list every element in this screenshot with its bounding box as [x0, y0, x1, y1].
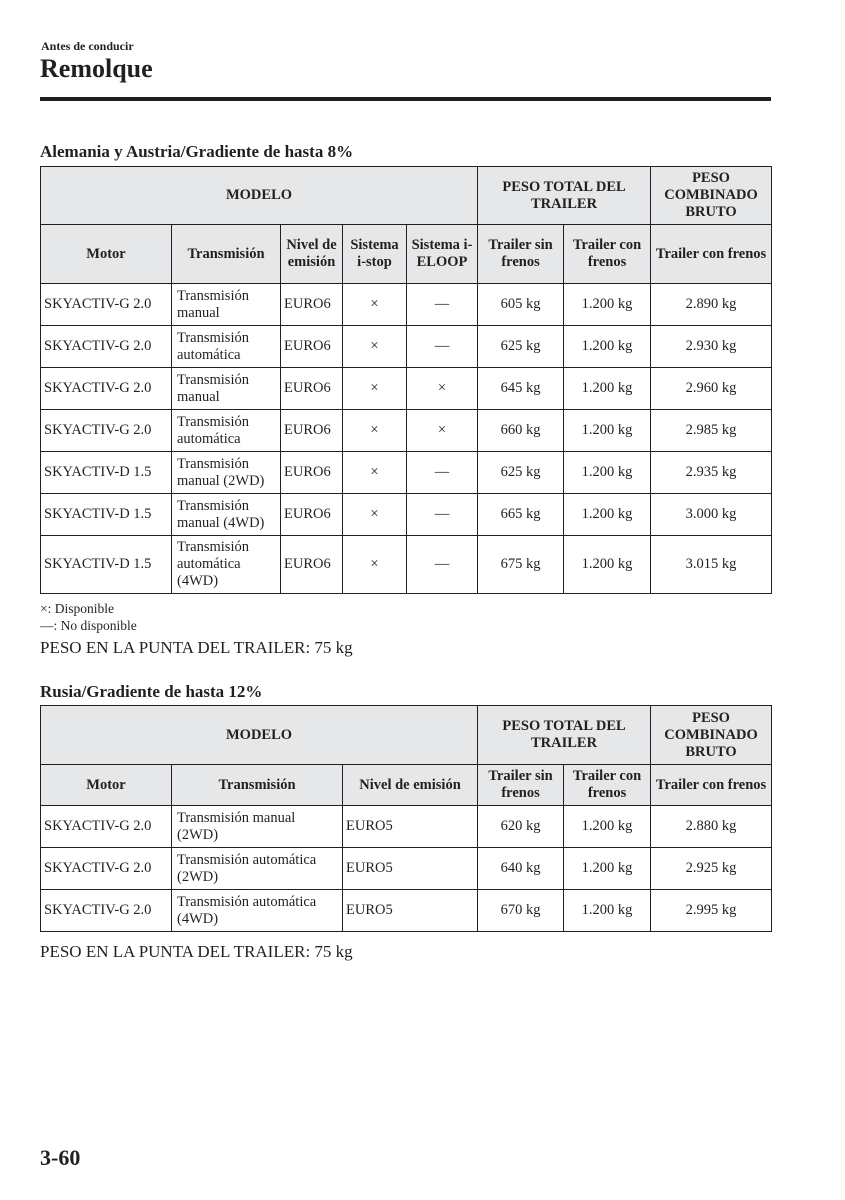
tongue-weight-note-1: PESO EN LA PUNTA DEL TRAILER: 75 kg [40, 638, 353, 657]
table2-col-motor: Motor [41, 765, 172, 806]
table1-col-transmission: Transmisión [172, 225, 281, 284]
ieloop-cell: × [407, 410, 478, 452]
ieloop-cell: — [407, 494, 478, 536]
istop-cell: × [343, 452, 407, 494]
braked-cell: 1.200 kg [564, 368, 651, 410]
motor-cell: SKYACTIV-G 2.0 [41, 890, 172, 932]
table2-group-model: MODELO [41, 706, 478, 765]
unbraked-cell: 625 kg [478, 452, 564, 494]
braked-cell: 1.200 kg [564, 494, 651, 536]
ieloop-cell: — [407, 284, 478, 326]
motor-cell: SKYACTIV-G 2.0 [41, 806, 172, 848]
transmission-cell: Transmisión automática [172, 326, 281, 368]
motor-cell: SKYACTIV-G 2.0 [41, 326, 172, 368]
braked-cell: 1.200 kg [564, 806, 651, 848]
emission-cell: EURO6 [281, 452, 343, 494]
motor-cell: SKYACTIV-G 2.0 [41, 368, 172, 410]
unbraked-cell: 605 kg [478, 284, 564, 326]
table2 [40, 705, 772, 932]
table-row [41, 368, 772, 410]
table1-group-model: MODELO [41, 167, 478, 225]
combined-cell: 3.000 kg [651, 494, 772, 536]
combined-cell: 2.985 kg [651, 410, 772, 452]
table2-heading: Rusia/Gradiente de hasta 12% [40, 682, 263, 701]
emission-cell: EURO6 [281, 326, 343, 368]
table-row [41, 410, 772, 452]
motor-cell: SKYACTIV-D 1.5 [41, 536, 172, 594]
combined-cell: 2.890 kg [651, 284, 772, 326]
braked-cell: 1.200 kg [564, 284, 651, 326]
table2-group-combined: PESO COMBINADO BRUTO [651, 706, 772, 765]
combined-cell: 2.935 kg [651, 452, 772, 494]
page-number: 3-60 [40, 1145, 81, 1170]
unbraked-cell: 625 kg [478, 326, 564, 368]
table2-col-transmission: Transmisión [172, 765, 343, 806]
table1-col-unbraked: Trailer sin frenos [478, 225, 564, 284]
combined-cell: 3.015 kg [651, 536, 772, 594]
table1-col-ieloop: Sistema i-ELOOP [407, 225, 478, 284]
transmission-cell: Transmisión manual [172, 284, 281, 326]
table1-col-motor: Motor [41, 225, 172, 284]
istop-cell: × [343, 284, 407, 326]
table2-group-weight: PESO TOTAL DEL TRAILER [478, 706, 651, 765]
ieloop-cell: — [407, 536, 478, 594]
table-row [41, 536, 772, 594]
table2-col-combined-braked: Trailer con frenos [651, 765, 772, 806]
motor-cell: SKYACTIV-D 1.5 [41, 452, 172, 494]
table2-col-braked: Trailer con frenos [564, 765, 651, 806]
section-label: Antes de conducir [41, 39, 134, 53]
ieloop-cell: — [407, 452, 478, 494]
motor-cell: SKYACTIV-G 2.0 [41, 284, 172, 326]
legend-available: ×: Disponible [40, 601, 114, 616]
transmission-cell: Transmisión manual (4WD) [172, 494, 281, 536]
braked-cell: 1.200 kg [564, 848, 651, 890]
istop-cell: × [343, 536, 407, 594]
motor-cell: SKYACTIV-D 1.5 [41, 494, 172, 536]
table2-col-emission: Nivel de emisión [343, 765, 478, 806]
table-row [41, 890, 772, 932]
braked-cell: 1.200 kg [564, 410, 651, 452]
istop-cell: × [343, 494, 407, 536]
combined-cell: 2.880 kg [651, 806, 772, 848]
unbraked-cell: 675 kg [478, 536, 564, 594]
table-row [41, 806, 772, 848]
table-row [41, 284, 772, 326]
table1-col-braked: Trailer con frenos [564, 225, 651, 284]
table2-col-unbraked: Trailer sin frenos [478, 765, 564, 806]
emission-cell: EURO6 [281, 284, 343, 326]
transmission-cell: Transmisión manual (2WD) [172, 806, 343, 848]
table1 [40, 166, 772, 594]
emission-cell: EURO5 [343, 890, 478, 932]
unbraked-cell: 640 kg [478, 848, 564, 890]
transmission-cell: Transmisión manual (2WD) [172, 452, 281, 494]
table1-col-combined-braked: Trailer con frenos [651, 225, 772, 284]
istop-cell: × [343, 326, 407, 368]
unbraked-cell: 670 kg [478, 890, 564, 932]
emission-cell: EURO5 [343, 806, 478, 848]
istop-cell: × [343, 410, 407, 452]
emission-cell: EURO6 [281, 494, 343, 536]
legend-unavailable: —: No disponible [40, 618, 137, 633]
unbraked-cell: 645 kg [478, 368, 564, 410]
ieloop-cell: × [407, 368, 478, 410]
tongue-weight-note-2: PESO EN LA PUNTA DEL TRAILER: 75 kg [40, 942, 353, 961]
transmission-cell: Transmisión automática (4WD) [172, 890, 343, 932]
page-title: Remolque [40, 54, 153, 83]
combined-cell: 2.995 kg [651, 890, 772, 932]
unbraked-cell: 620 kg [478, 806, 564, 848]
braked-cell: 1.200 kg [564, 326, 651, 368]
table-row [41, 452, 772, 494]
table1-col-istop: Sistema i-stop [343, 225, 407, 284]
transmission-cell: Transmisión automática (2WD) [172, 848, 343, 890]
istop-cell: × [343, 368, 407, 410]
emission-cell: EURO6 [281, 536, 343, 594]
braked-cell: 1.200 kg [564, 452, 651, 494]
ieloop-cell: — [407, 326, 478, 368]
unbraked-cell: 665 kg [478, 494, 564, 536]
unbraked-cell: 660 kg [478, 410, 564, 452]
combined-cell: 2.960 kg [651, 368, 772, 410]
motor-cell: SKYACTIV-G 2.0 [41, 848, 172, 890]
combined-cell: 2.930 kg [651, 326, 772, 368]
combined-cell: 2.925 kg [651, 848, 772, 890]
emission-cell: EURO6 [281, 368, 343, 410]
braked-cell: 1.200 kg [564, 536, 651, 594]
table1-col-emission: Nivel de emisión [281, 225, 343, 284]
table1-group-combined: PESO COMBINADO BRUTO [651, 167, 772, 225]
transmission-cell: Transmisión manual [172, 368, 281, 410]
table-row [41, 848, 772, 890]
braked-cell: 1.200 kg [564, 890, 651, 932]
table-row [41, 326, 772, 368]
transmission-cell: Transmisión automática [172, 410, 281, 452]
table1-group-weight: PESO TOTAL DEL TRAILER [478, 167, 651, 225]
transmission-cell: Transmisión automática (4WD) [172, 536, 281, 594]
motor-cell: SKYACTIV-G 2.0 [41, 410, 172, 452]
emission-cell: EURO5 [343, 848, 478, 890]
title-rule [40, 97, 771, 101]
emission-cell: EURO6 [281, 410, 343, 452]
table1-heading: Alemania y Austria/Gradiente de hasta 8% [40, 142, 354, 161]
table-row [41, 494, 772, 536]
